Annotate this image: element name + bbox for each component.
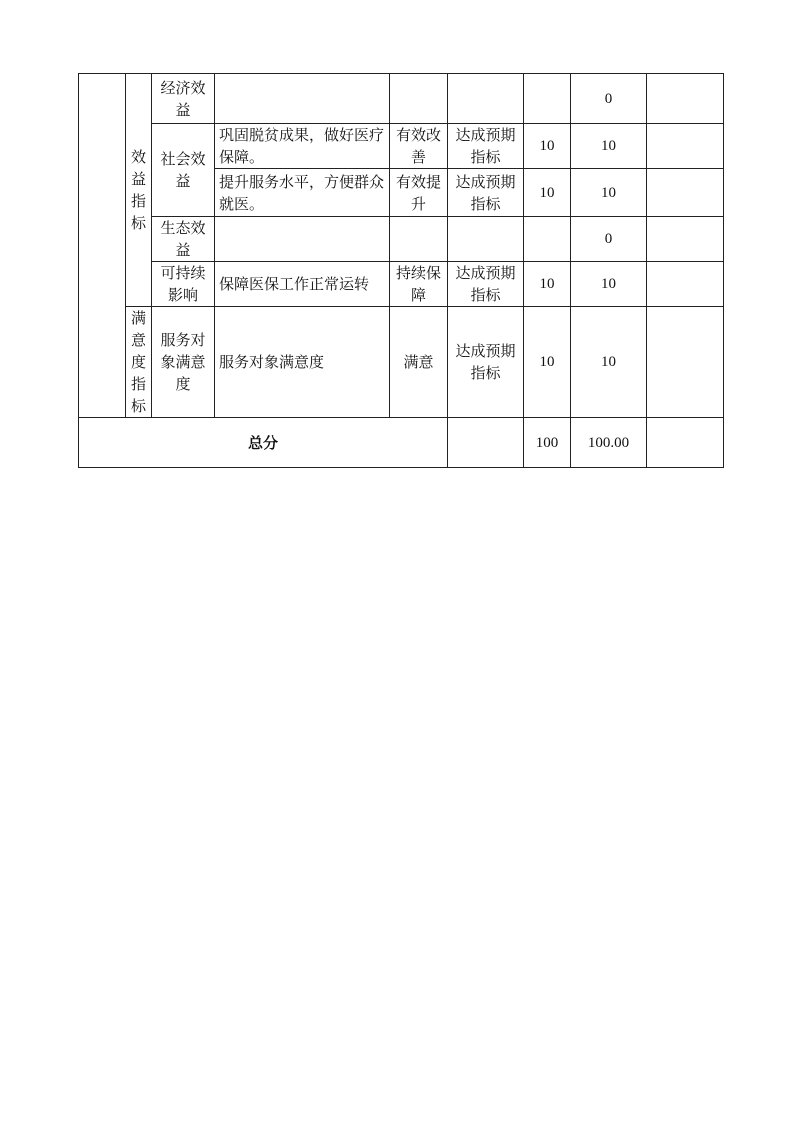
score-cell: 0: [571, 74, 647, 124]
table-row: [79, 217, 724, 262]
content-cell: 巩固脱贫成果，做好医疗保障。: [215, 124, 390, 169]
weight-cell: [524, 217, 571, 262]
total-note-cell: [647, 418, 724, 468]
score-cell: 10: [571, 307, 647, 418]
status-cell: 达成预期指标: [448, 169, 524, 217]
sub-indicator-cell: 生态效益: [152, 217, 215, 262]
level1-indicator-cell: [79, 74, 126, 418]
note-cell: [647, 307, 724, 418]
target-cell: 持续保障: [390, 262, 448, 307]
total-status-cell: [448, 418, 524, 468]
performance-table: [78, 73, 724, 468]
sub-indicator-cell: 社会效益: [152, 124, 215, 217]
status-cell: 达成预期指标: [448, 124, 524, 169]
weight-cell: 10: [524, 124, 571, 169]
score-cell: 10: [571, 262, 647, 307]
table-row: [79, 307, 724, 418]
total-label: 总分: [79, 418, 448, 468]
score-cell: 10: [571, 124, 647, 169]
sub-indicator-cell: 经济效益: [152, 74, 215, 124]
sub-indicator-cell: 服务对象满意度: [152, 307, 215, 418]
content-cell: 提升服务水平，方便群众就医。: [215, 169, 390, 217]
category-satisfaction-cell: 满意度指标: [126, 307, 152, 418]
total-score-cell: 100.00: [571, 418, 647, 468]
target-cell: 有效提升: [390, 169, 448, 217]
target-cell: 有效改善: [390, 124, 448, 169]
content-cell: 服务对象满意度: [215, 307, 390, 418]
status-cell: [448, 217, 524, 262]
target-cell: [390, 74, 448, 124]
target-cell: 满意: [390, 307, 448, 418]
note-cell: [647, 169, 724, 217]
status-cell: [448, 74, 524, 124]
note-cell: [647, 262, 724, 307]
content-cell: [215, 217, 390, 262]
note-cell: [647, 217, 724, 262]
weight-cell: 10: [524, 169, 571, 217]
score-cell: 10: [571, 169, 647, 217]
sub-indicator-cell: 可持续影响: [152, 262, 215, 307]
note-cell: [647, 74, 724, 124]
score-cell: 0: [571, 217, 647, 262]
table-row: [79, 74, 724, 124]
weight-cell: [524, 74, 571, 124]
table-row: [79, 124, 724, 169]
content-cell: [215, 74, 390, 124]
weight-cell: 10: [524, 262, 571, 307]
status-cell: 达成预期指标: [448, 262, 524, 307]
note-cell: [647, 124, 724, 169]
weight-cell: 10: [524, 307, 571, 418]
content-cell: 保障医保工作正常运转: [215, 262, 390, 307]
total-row: [79, 418, 724, 468]
table-row: [79, 262, 724, 307]
target-cell: [390, 217, 448, 262]
status-cell: 达成预期指标: [448, 307, 524, 418]
category-effect-cell: 效益指标: [126, 74, 152, 307]
total-weight-cell: 100: [524, 418, 571, 468]
